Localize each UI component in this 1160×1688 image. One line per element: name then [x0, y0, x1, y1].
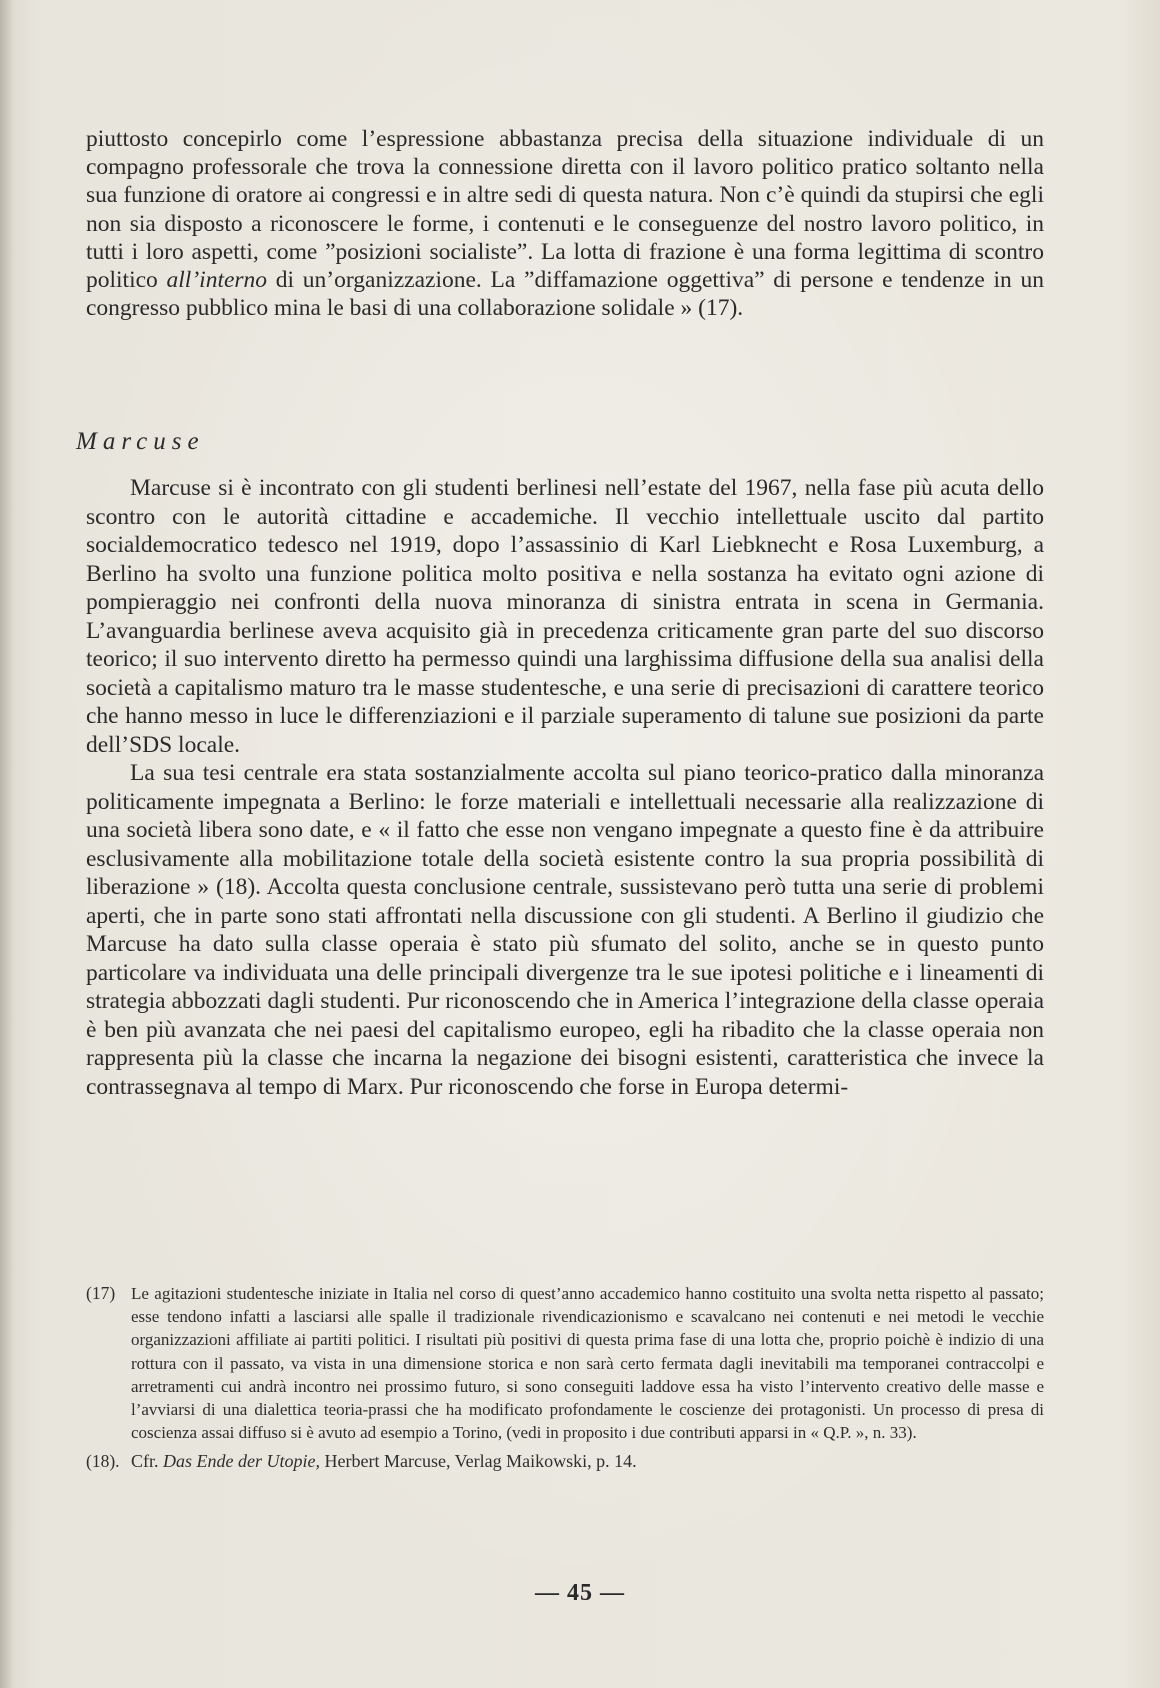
page-edge-shadow — [0, 0, 14, 1688]
intro-paragraph — [86, 125, 1044, 322]
book-title: Das Ende der Utopie, — [163, 1451, 320, 1472]
intro-text-part2: di un’organizzazione. La ”diffamazione oggettiva” di persone e tendenze in un congresso pubblico mina le basi di una collaborazione solidale » (17). — [86, 267, 1044, 322]
intro-text-part1: piuttosto concepirlo come l’espressione abbastanza precisa della situazione individuale di un compagno professorale che trova la connessione diretta con il lavoro politico pratico soltanto nella sua funzione di oratore ai congressi e in altre sedi di questa natura. Non c’è quindi da stupirsi che egli non sia disposto a riconoscere le forme, i contenuti e le conseguenze del nostro lavoro politico, in tutti i loro aspetti, come ”posizioni socialiste”. La lotta di frazione è una forma legittima di scontro politico — [86, 126, 1044, 294]
footnote-text: Le agitazioni studentesche iniziate in Italia nel corso di quest’anno accademico hanno costituito una svolta netta rispetto al passato; esse tendono infatti a lasciarsi alle spalle il tradizionale rivendicazionismo e scavalcano nei contenuti e nei metodi le vecchie organizzazioni affiliate ai partiti politici. I risultati più positivi di questa prima fase di una lotta che, proprio poichè è indizio di una rottura con il passato, va vista in una dimensione storica e non sarà certo fermata dagli inevitabili ma temporanei contraccolpi e arretramenti cui andrà incontro nei prossimo futuro, si sono conseguiti laddove essa ha visto l’intervento creativo delle masse e l’avviarsi di una dialettica teoria-prassi che ha modificato profondamente le coscienze dei protagonisti. Un processo di presa di coscienza assai diffuso si è avuto ad esempio a Torino, (vedi in proposito i due contributi apparsi in « Q.P. », n. 33). — [131, 1284, 1044, 1443]
page-number: — 45 — — [535, 1580, 625, 1606]
footnote-18 — [86, 1450, 1044, 1473]
footnote-prefix: Cfr. — [131, 1451, 164, 1472]
section-heading: Marcuse — [76, 428, 205, 455]
body-paragraph: La sua tesi centrale era stata sostanzialmente accolta sul piano teorico-pratico dalla minoranza politicamente impegnata a Berlino: le forze materiali e intellettuali necessarie alla realizzazione di una società libera sono date, e « il fatto che esse non vengano impegnate a questo fine è da attribuire esclusivamente alla mobilitazione totale della società esistente contro la sua propria possibilità di liberazione » (18). Accolta questa conclusione centrale, sussistevano però tutta una serie di problemi aperti, che in parte sono stati affrontati nella discussione con gli studenti. A Berlino il giudizio che Marcuse ha dato sulla classe operaia è stato più sfumato del solito, anche se in questo punto particolare va individuata una delle principali divergenze tra le sue ipotesi politiche e i lineamenti di strategia abbozzati dagli studenti. Pur riconoscendo che in America l’integrazione della classe operaia è ben più avanzata che nei paesi del capitalismo europeo, egli ha ribadito che la classe operaia non rappresenta più la classe che incarna la negazione dei bisogni esistenti, caratteristica che invece la contrassegnava al tempo di Marx. Pur riconoscendo che forse in Europa determi- — [86, 760, 1044, 1100]
body-paragraph: Marcuse si è incontrato con gli studenti berlinesi nell’estate del 1967, nella fase più acuta dello scontro con le autorità cittadine e accademiche. Il vecchio intellettuale uscito dal partito socialdemocratico tedesco nel 1919, dopo l’assassinio di Karl Liebknecht e Rosa Luxemburg, a Berlino ha svolto una funzione politica molto positiva e nella sostanza ha evitato ogni azione di pompieraggio nei confronti della nuova minoranza di sinistra entrata in scena in Germania. L’avanguardia berlinese aveva acquisito già in precedenza criticamente gran parte del suo discorso teorico; il suo intervento diretto ha permesso quindi una larghissima diffusione della sua analisi della società a capitalismo maturo tra le masse studentesche, e una serie di precisazioni di carattere teorico che hanno messo in luce le differenziazioni e il parziale superamento di talune sue posizioni da parte dell’SDS locale. — [86, 475, 1044, 758]
footnote-suffix: Herbert Marcuse, Verlag Maikowski, p. 14. — [320, 1451, 637, 1472]
footnote-17 — [86, 1282, 1044, 1444]
footnotes — [86, 1282, 1044, 1480]
intro-emphasis: all’interno — [166, 267, 268, 294]
footnote-number: (17) — [86, 1283, 116, 1303]
marcuse-section-body — [86, 474, 1044, 1101]
intro-paragraph-text — [86, 125, 1044, 322]
footnote-text — [131, 1450, 1044, 1473]
footnote-number: (18). — [86, 1451, 120, 1472]
